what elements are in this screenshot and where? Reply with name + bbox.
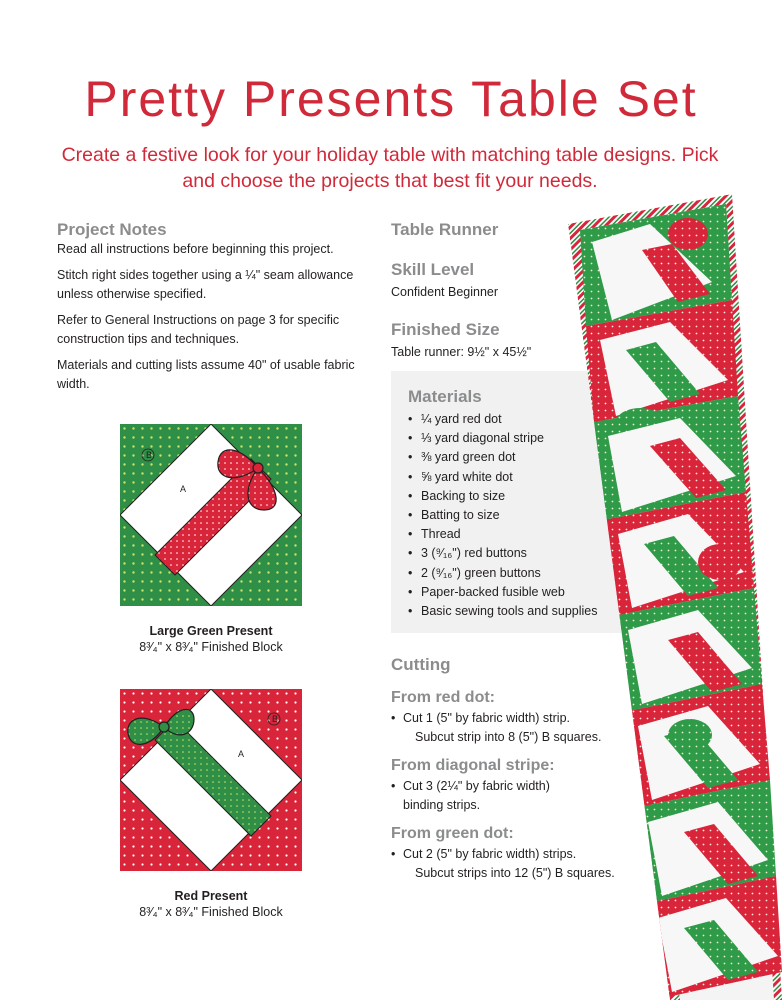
cutting-heading: Cutting	[391, 655, 451, 674]
green-present-caption	[111, 623, 311, 655]
material-item: • Thread	[408, 525, 598, 544]
green-present-block	[120, 424, 302, 606]
cut-item: • Cut 1 (5" by fabric width) strip.	[391, 709, 651, 728]
block-label-a: A	[180, 484, 187, 494]
skill-level-heading: Skill Level	[391, 260, 475, 279]
block-title: Red Present	[174, 889, 248, 903]
block-size: 8³⁄₄" x 8³⁄₄" Finished Block	[139, 905, 283, 919]
finished-size-value: Table runner: 9½" x 45½"	[391, 345, 532, 359]
red-present-caption	[111, 888, 311, 920]
cut-green-heading: From green dot:	[391, 825, 514, 842]
skill-level-value: Confident Beginner	[391, 285, 499, 299]
block-label-a: A	[238, 749, 245, 759]
red-present-block	[120, 689, 302, 871]
cut-subitem: Subcut strip into 8 (5") B squares.	[415, 730, 602, 744]
note-item: Read all instructions before beginning this project.	[57, 242, 334, 256]
cut-item: • Cut 2 (5" by fabric width) strips.	[391, 845, 651, 864]
block-size: 8³⁄₄" x 8³⁄₄" Finished Block	[139, 640, 283, 654]
material-item: • ⅓ yard diagonal stripe	[408, 429, 598, 448]
material-item: • Backing to size	[408, 487, 598, 506]
table-runner-photo	[560, 190, 782, 1000]
materials-heading: Materials	[408, 387, 482, 406]
material-item: • Basic sewing tools and supplies	[408, 602, 598, 621]
finished-size-heading: Finished Size	[391, 320, 500, 339]
cut-stripe-heading: From diagonal stripe:	[391, 757, 555, 774]
cut-subitem: binding strips.	[403, 798, 481, 812]
material-item: • 2 (⁹⁄₁₆") green buttons	[408, 564, 598, 583]
note-item: Stitch right sides together using a ¼" seam allowance unless otherwise specified.	[57, 268, 354, 301]
block-label-b: B	[146, 450, 153, 460]
cut-subitem: Subcut strips into 12 (5") B squares.	[415, 866, 615, 880]
cut-item: • Cut 3 (2¼" by fabric width)	[391, 777, 651, 796]
material-item: • Batting to size	[408, 506, 598, 525]
material-item: • Paper-backed fusible web	[408, 583, 598, 602]
cut-red-heading: From red dot:	[391, 689, 495, 706]
project-notes-section	[57, 220, 367, 401]
material-item: • ⅝ yard white dot	[408, 468, 598, 487]
project-notes-heading: Project Notes	[57, 220, 167, 239]
note-item: Refer to General Instructions on page 3 for specific construction tips and techniques.	[57, 313, 340, 346]
block-title: Large Green Present	[149, 624, 273, 638]
material-item: • ¼ yard red dot	[408, 410, 598, 429]
table-runner-heading: Table Runner	[391, 220, 499, 239]
material-item: • 3 (⁹⁄₁₆") red buttons	[408, 544, 598, 563]
material-item: • ⅜ yard green dot	[408, 448, 598, 467]
note-item: Materials and cutting lists assume 40" of usable fabric width.	[57, 358, 355, 391]
block-label-b: B	[272, 714, 279, 724]
page-subtitle: Create a festive look for your holiday table with matching table designs. Pick and choose the projects that best fit your needs.	[61, 144, 719, 192]
page-title: Pretty Presents Table Set	[84, 71, 698, 127]
